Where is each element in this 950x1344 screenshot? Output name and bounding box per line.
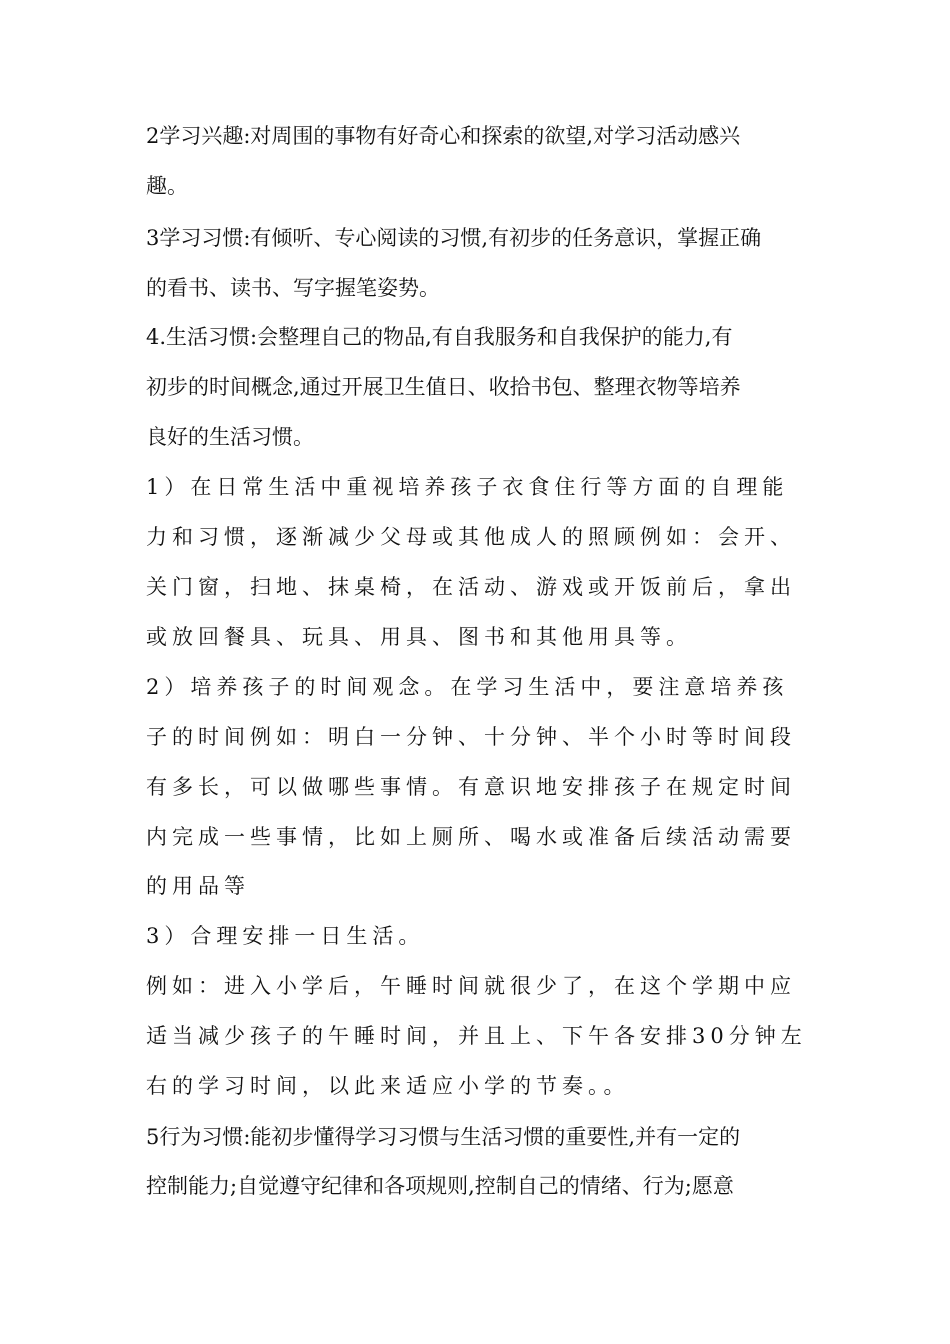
text-line: 例如：进入小学后，午睡时间就很少了，在这个学期中应 xyxy=(146,974,796,998)
text-line: 关门窗，扫地、抹桌椅，在活动、游戏或开饭前后，拿出 xyxy=(146,575,796,599)
text-line: 5行为习惯:能初步懂得学习习惯与生活习惯的重要性,并有一定的 xyxy=(146,1125,741,1149)
text-line: 或放回餐具、玩具、用具、图书和其他用具等。 xyxy=(146,625,692,649)
text-line: 内完成一些事情，比如上厕所、喝水或准备后续活动需要 xyxy=(146,825,796,849)
text-line: 力和习惯，逐渐减少父母或其他成人的照顾例如：会开、 xyxy=(146,525,796,549)
text-line: 的用品等 xyxy=(146,874,250,898)
text-line: 子的时间例如：明白一分钟、十分钟、半个小时等时间段 xyxy=(146,725,796,749)
text-line: 趣。 xyxy=(146,174,188,198)
text-line: 的看书、读书、写字握笔姿势。 xyxy=(146,276,440,300)
text-line: 控制能力;自觉遵守纪律和各项规则,控制自己的情绪、行为;愿意 xyxy=(146,1174,734,1198)
text-line: 3学习习惯:有倾听、专心阅读的习惯,有初步的任务意识，掌握正确 xyxy=(146,226,762,250)
text-line: 2学习兴趣:对周围的事物有好奇心和探索的欲望,对学习活动感兴 xyxy=(146,124,741,148)
text-line: 3）合理安排一日生活。 xyxy=(146,924,425,948)
text-line: 适当减少孩子的午睡时间，并且上、下午各安排30分钟左 xyxy=(146,1024,807,1048)
text-line: 良好的生活习惯。 xyxy=(146,425,314,449)
text-line: 右的学习时间，以此来适应小学的节奏。。 xyxy=(146,1074,630,1098)
text-line: 1）在日常生活中重视培养孩子衣食住行等方面的自理能 xyxy=(146,475,789,499)
text-line: 4.生活习惯:会整理自己的物品,有自我服务和自我保护的能力,有 xyxy=(146,325,733,349)
text-line: 2）培养孩子的时间观念。在学习生活中，要注意培养孩 xyxy=(146,675,789,699)
text-line: 有多长，可以做哪些事情。有意识地安排孩子在规定时间 xyxy=(146,775,796,799)
text-line: 初步的时间概念,通过开展卫生值日、收拾书包、整理衣物等培养 xyxy=(146,375,741,399)
